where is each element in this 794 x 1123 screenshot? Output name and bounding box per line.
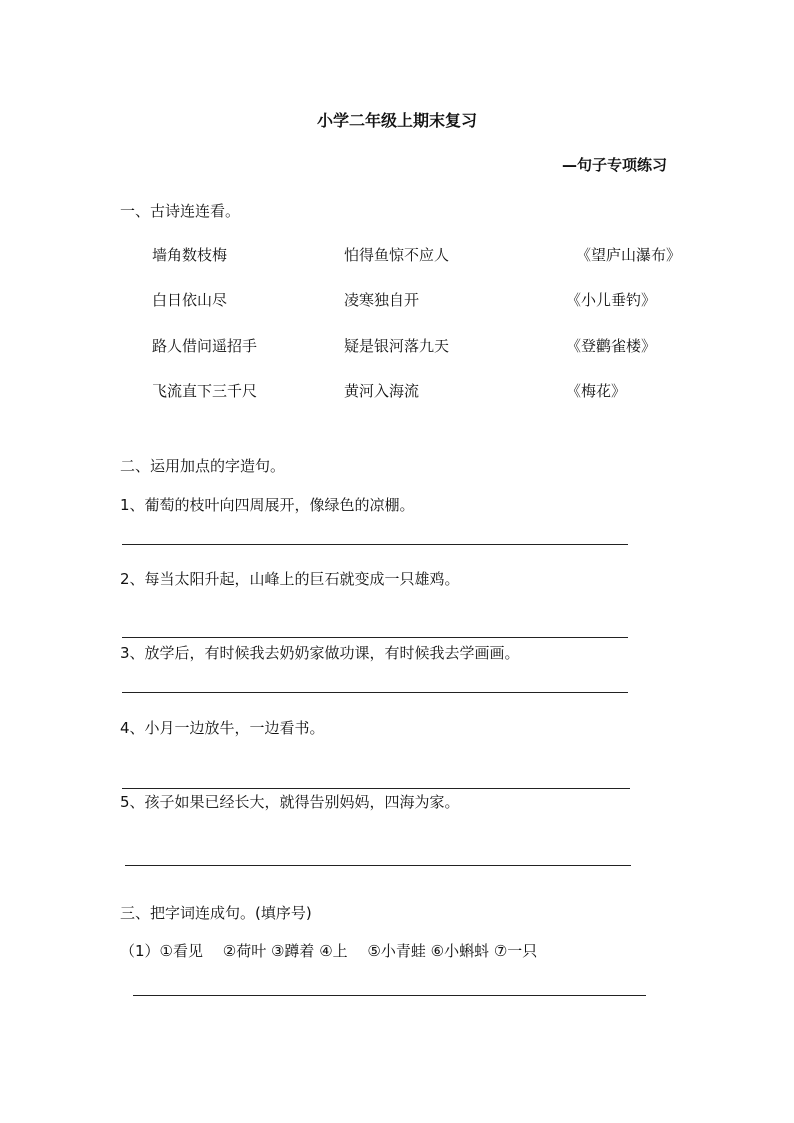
word-order-item: （1）①看见 ②荷叶 ③蹲着 ④上 ⑤小青蛙 ⑥小蝌蚪 ⑦一只	[120, 942, 538, 960]
answer-line[interactable]	[125, 865, 631, 866]
poem-title: 《梅花》	[566, 382, 627, 400]
answer-line[interactable]	[122, 637, 628, 638]
poem-line: 怕得鱼惊不应人	[344, 246, 450, 264]
sentence-prompt: 3、放学后，有时候我去奶奶家做功课，有时候我去学画画。	[120, 644, 520, 662]
answer-line[interactable]	[122, 692, 628, 693]
poem-line: 凌寒独自开	[344, 291, 420, 309]
sentence-prompt: 2、每当太阳升起，山峰上的巨石就变成一只雄鸡。	[120, 570, 460, 588]
sentence-prompt: 4、小月一边放牛，一边看书。	[120, 719, 325, 737]
section2-heading: 二、运用加点的字造句。	[120, 457, 286, 475]
poem-line: 墙角数枝梅	[152, 246, 228, 264]
sentence-prompt: 1、葡萄的枝叶向四周展开，像绿色的凉棚。	[120, 496, 415, 514]
poem-title: 《小儿垂钓》	[566, 291, 657, 309]
answer-line[interactable]	[122, 544, 628, 545]
page-subtitle: —句子专项练习	[562, 156, 668, 174]
poem-line: 飞流直下三千尺	[152, 382, 258, 400]
answer-line[interactable]	[133, 995, 646, 996]
poem-line: 白日依山尽	[152, 291, 228, 309]
sentence-prompt: 5、孩子如果已经长大，就得告别妈妈，四海为家。	[120, 793, 460, 811]
poem-title: 《望庐山瀑布》	[576, 246, 682, 264]
poem-title: 《登鹳雀楼》	[566, 337, 657, 355]
poem-line: 路人借问遥招手	[152, 337, 258, 355]
poem-line: 疑是银河落九天	[344, 337, 450, 355]
section3-heading: 三、把字词连成句。(填序号)	[120, 904, 312, 922]
page-title: 小学二年级上期末复习	[316, 111, 477, 130]
answer-line[interactable]	[122, 788, 630, 789]
section1-heading: 一、古诗连连看。	[120, 202, 241, 220]
poem-line: 黄河入海流	[344, 382, 420, 400]
